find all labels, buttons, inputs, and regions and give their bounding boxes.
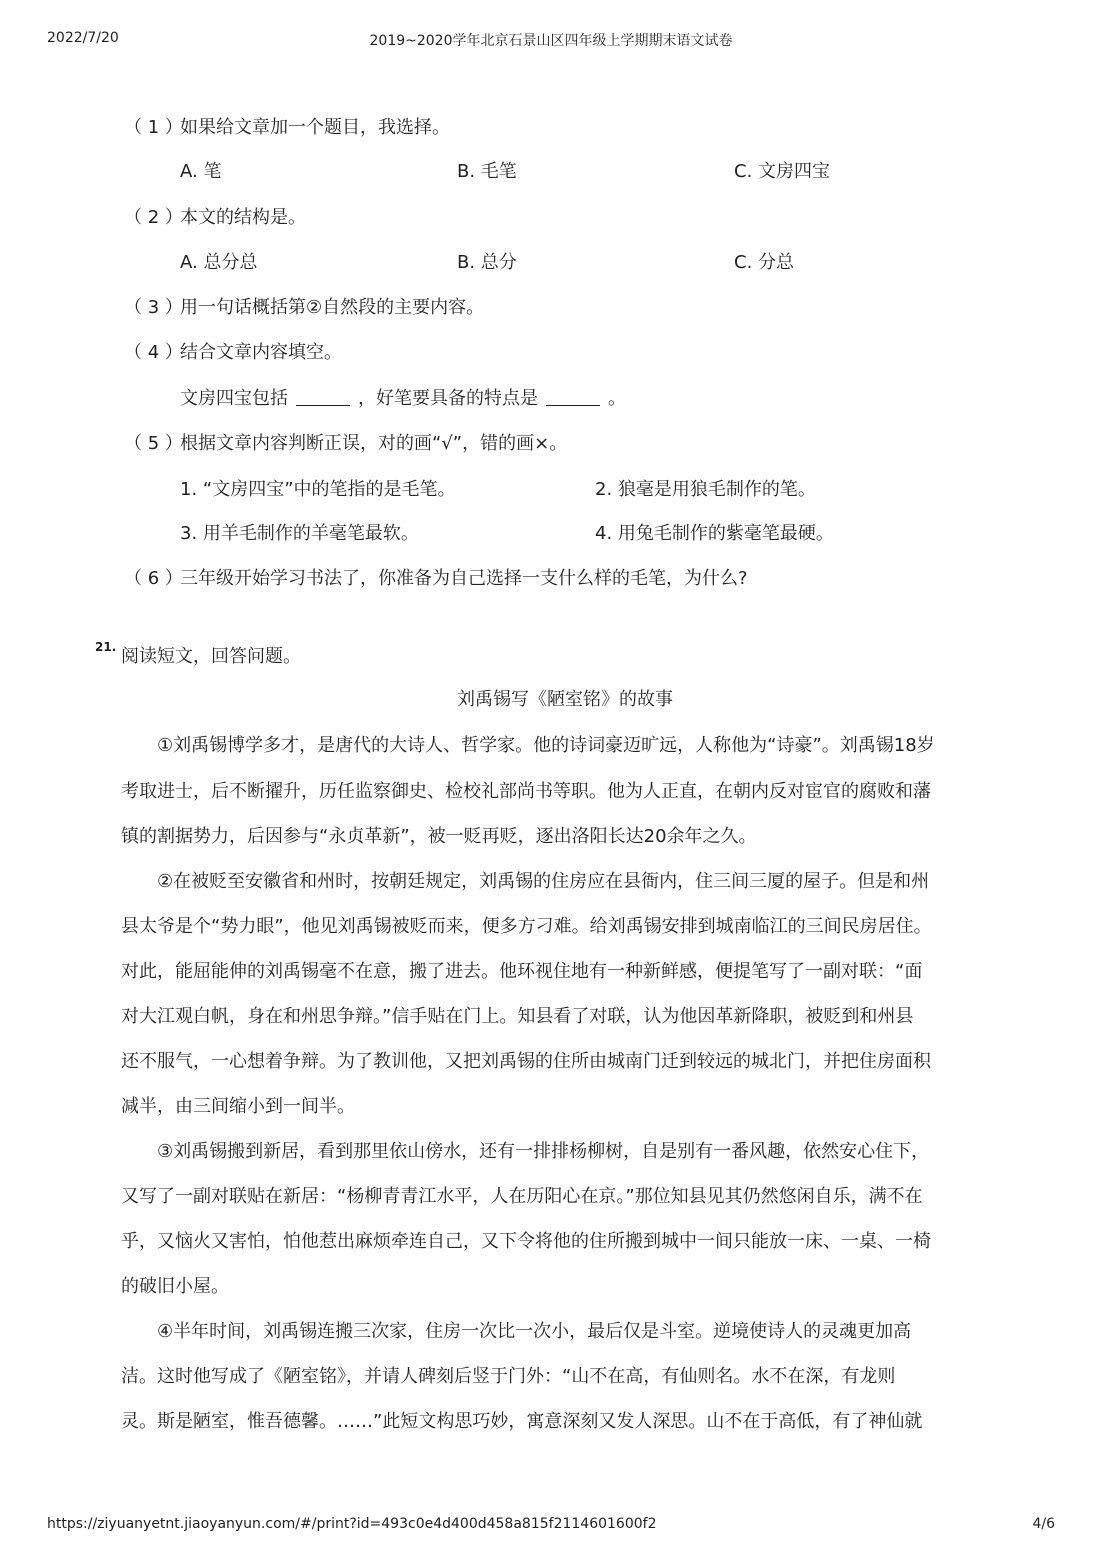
sub-question-text: 三年级开始学习书法了，你准备为自己选择一支什么样的毛笔，为什么? <box>180 568 748 589</box>
option-c[interactable]: C. 文房四宝 <box>734 161 831 182</box>
sub-question-number: （ 1 ） <box>124 117 183 138</box>
passage-line: 洁。这时他写成了《陋室铭》，并请人碑刻后竖于门外：“山不在高，有仙则名。水不在深，有龙则 <box>121 1366 896 1387</box>
passage-line: ④半年时间，刘禹锡连搬三次家，住房一次比一次小，最后仅是斗室。逆境使诗人的灵魂更加高 <box>121 1321 912 1342</box>
sub-question-number: （ 6 ） <box>124 568 183 589</box>
sub-question-text: 根据文章内容判断正误，对的画“√”，错的画×。 <box>180 433 568 454</box>
option-c[interactable]: C. 分总 <box>734 252 795 273</box>
option-a[interactable]: A. 笔 <box>180 161 222 182</box>
sub-question-text: 用一句话概括第②自然段的主要内容。 <box>180 297 485 318</box>
fill-text-3: 。 <box>608 388 626 409</box>
passage-line: 灵。斯是陋室，惟吾德馨。……”此短文构思巧妙，寓意深刻又发人深思。山不在于高低，有了神仙就 <box>121 1411 923 1432</box>
sub-question-number: （ 5 ） <box>124 433 183 454</box>
sub-question-text: 如果给文章加一个题目，我选择。 <box>180 117 450 138</box>
passage-line: 镇的割据势力，后因参与“永贞革新”，被一贬再贬，逐出洛阳长达20余年之久。 <box>121 826 757 847</box>
sub-question-number: （ 4 ） <box>124 342 183 363</box>
passage-line: ③刘禹锡搬到新居，看到那里依山傍水，还有一排排杨柳树，自是别有一番风趣，依然安心住下， <box>121 1141 930 1162</box>
passage-line: 考取进士，后不断擢升，历任监察御史、检校礼部尚书等职。他为人正直，在朝内反对宦官的腐败和藩 <box>121 781 931 802</box>
option-a[interactable]: A. 总分总 <box>180 252 258 273</box>
passage-line: 还不服气，一心想着争辩。为了教训他，又把刘禹锡的住所由城南门迁到较远的城北门，并把住房面积 <box>121 1051 931 1072</box>
statement-2: 2. 狼毫是用狼毛制作的笔。 <box>595 479 816 500</box>
passage-line: 减半，由三间缩小到一间半。 <box>121 1096 355 1117</box>
passage-line: 对此，能屈能伸的刘禹锡毫不在意，搬了进去。他环视住地有一种新鲜感，便提笔写了一副对联：“面 <box>121 961 923 982</box>
answer-blank-1[interactable] <box>296 405 350 406</box>
passage-line: 的破旧小屋。 <box>121 1276 229 1297</box>
page-number: 4/6 <box>1032 1516 1055 1532</box>
page-url: https://ziyuanyetnt.jiaoyanyun.com/#/print?id=493c0e4d400d458a815f2114601600f2 <box>47 1516 657 1532</box>
statement-4: 4. 用兔毛制作的紫毫笔最硬。 <box>595 523 834 544</box>
passage-line: ②在被贬至安徽省和州时，按朝廷规定，刘禹锡的住房应在县衙内，住三间三厦的屋子。但是和州 <box>121 871 930 892</box>
sub-question-text: 结合文章内容填空。 <box>180 342 342 363</box>
passage-line: ①刘禹锡博学多才，是唐代的大诗人、哲学家。他的诗词豪迈旷远，人称他为“诗豪”。刘禹锡18岁 <box>121 735 935 756</box>
sub-question-number: （ 2 ） <box>124 207 183 228</box>
statement-3: 3. 用羊毛制作的羊毫笔最软。 <box>180 523 419 544</box>
option-b[interactable]: B. 总分 <box>457 252 517 273</box>
statement-1: 1. “文房四宝”中的笔指的是毛笔。 <box>180 479 456 500</box>
passage-line: 县太爷是个“势力眼”，他见刘禹锡被贬而来，便多方刁难。给刘禹锡安排到城南临江的三间民房居住。 <box>121 916 932 937</box>
fill-text-2: ，好笔要具备的特点是 <box>358 388 538 409</box>
question-number: 21. <box>95 640 117 654</box>
passage-line: 对大江观白帆，身在和州思争辩。”信手贴在门上。知县看了对联，认为他因革新降职，被贬到和州县 <box>121 1006 914 1027</box>
passage-line: 乎，又恼火又害怕，怕他惹出麻烦牵连自己，又下令将他的住所搬到城中一间只能放一床、一桌、一椅 <box>121 1231 931 1252</box>
fill-text-1: 文房四宝包括 <box>180 388 288 409</box>
sub-question-number: （ 3 ） <box>124 297 183 318</box>
sub-question-text: 本文的结构是。 <box>180 207 306 228</box>
option-b[interactable]: B. 毛笔 <box>457 161 517 182</box>
print-date: 2022/7/20 <box>47 30 119 46</box>
passage-title: 刘禹锡写《陋室铭》的故事 <box>457 689 673 710</box>
answer-blank-2[interactable] <box>546 405 600 406</box>
passage-line: 又写了一副对联贴在新居：“杨柳青青江水平，人在历阳心在京。”那位知县见其仍然悠闲自乐，满不在 <box>121 1186 923 1207</box>
document-title: 2019~2020学年北京石景山区四年级上学期期末语文试卷 <box>369 33 733 49</box>
